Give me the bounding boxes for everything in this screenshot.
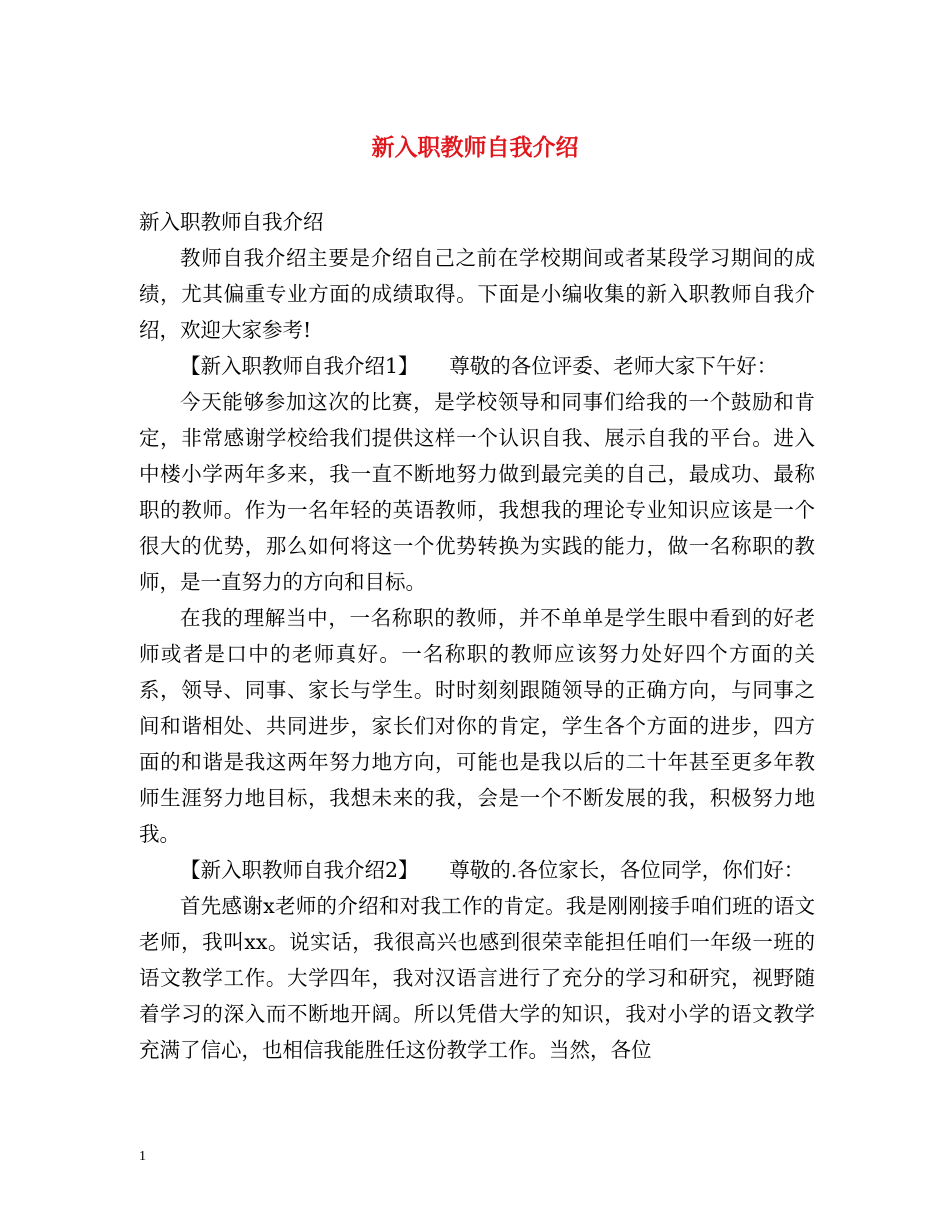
paragraph-section-2-heading: 【新入职教师自我介绍2】 尊敬的.各位家长，各位同学，你们好： [180, 858, 805, 882]
paragraph-section-1-heading: 【新入职教师自我介绍1】 尊敬的各位评委、老师大家下午好： [180, 354, 778, 378]
paragraph-section-1-body-2: 在我的理解当中，一名称职的教师，并不单单是学生眼中看到的好老师或者是口中的老师真好。一名称职的教师应该努力处好四个方面的关系，领导、同事、家长与学生。时时刻刻跟随领导的正确方向，与同事之间和谐相处、共同进步，家长们对你的肯定，学生各个方面的进步，四方面的和谐是我这两年努力地方向，可能也是我以后的二十年甚至更多年教师生涯努力地目标，我想未来的我，会是一个不断发展的我，积极努力地我。 [139, 606, 815, 846]
document-title: 新入职教师自我介绍 [371, 134, 579, 161]
page-number: 1 [139, 1149, 146, 1164]
paragraph-section-1-body-1: 今天能够参加这次的比赛，是学校领导和同事们给我的一个鼓励和肯定，非常感谢学校给我们提供这样一个认识自我、展示自我的平台。进入中楼小学两年多来，我一直不断地努力做到最完美的自己，最成功、最称职的教师。作为一名年轻的英语教师，我想我的理论专业知识应该是一个很大的优势，那么如何将这一个优势转换为实践的能力，做一名称职的教师，是一直努力的方向和目标。 [139, 390, 815, 594]
document-body [139, 204, 815, 1068]
paragraph-intro: 教师自我介绍主要是介绍自己之前在学校期间或者某段学习期间的成绩，尤其偏重专业方面的成绩取得。下面是小编收集的新入职教师自我介绍，欢迎大家参考! [139, 246, 815, 342]
paragraph-section-2-body-1: 首先感谢x老师的介绍和对我工作的肯定。我是刚刚接手咱们班的语文老师，我叫xx。说实话，我很高兴也感到很荣幸能担任咱们一年级一班的语文教学工作。大学四年，我对汉语言进行了充分的学习和研究，视野随着学习的深入而不断地开阔。所以凭借大学的知识，我对小学的语文教学充满了信心，也相信我能胜任这份教学工作。当然，各位 [139, 894, 815, 1062]
paragraph-heading: 新入职教师自我介绍 [139, 210, 324, 234]
